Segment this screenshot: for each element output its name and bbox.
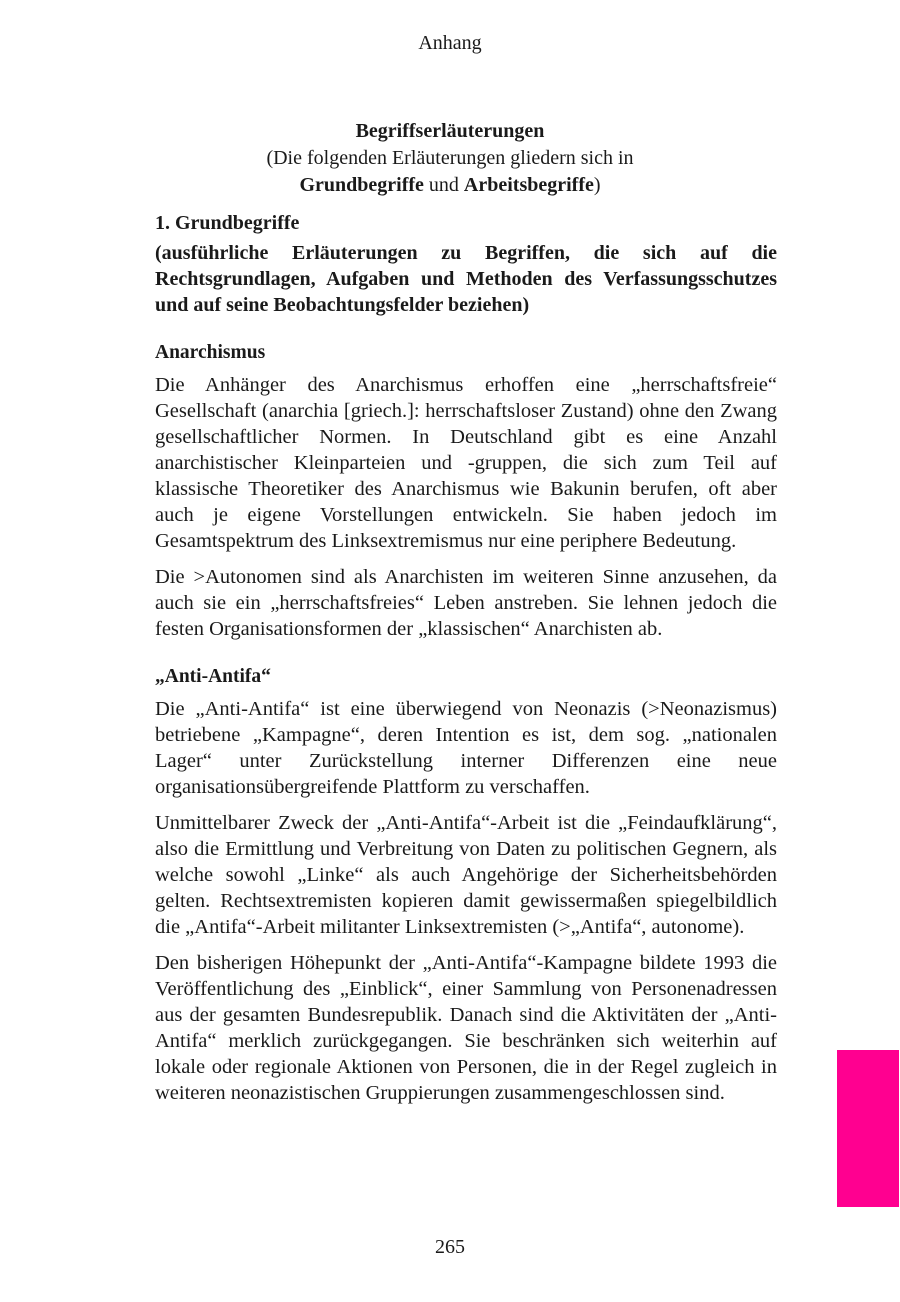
main-content [155,210,777,1116]
page-number: 265 [435,1236,465,1258]
entry-anarchismus [155,340,777,642]
section-subtitle: (ausführliche Erläuterungen zu Begriffen, die sich auf die Rechtsgrundlagen, Aufgaben und Methoden des Verfassungsschutzes und auf seine Beobachtungsfelder beziehen) [155,242,777,316]
paragraph: Die Anhänger des Anarchismus erhoffen eine „herrschaftsfreie“ Gesellschaft (anarchia [griech.]: herrschaftsloser Zustand) ohne den Zwang gesellschaftlicher Normen. In Deutschland gibt es eine Anzahl anarchistischer Kleinparteien und -gruppen, die sich zum Teil auf klassische Theoretiker des Anarchismus wie Bakunin berufen, oft aber auch je eigene Vorstellungen entwickeln. Sie haben jedoch im Gesamtspektrum des Linksextremismus nur eine periphere Bedeutung. [155,374,777,552]
paragraph: Die „Anti-Antifa“ ist eine überwiegend von Neonazis (>Neonazismus) betriebene „Kampagne“, deren Intention es ist, dem sog. „nationalen Lager“ unter Zurückstellung interner Differenzen eine neue organisationsübergreifende Plattform zu verschaffen. [155,698,777,798]
title-line-2: (Die folgenden Erläuterungen gliedern sich in [266,147,634,169]
entry-term: Anarchismus [155,342,266,363]
paragraph: Unmittelbarer Zweck der „Anti-Antifa“-Arbeit ist die „Feindaufklärung“, also die Ermittlung und Verbreitung von Daten zu politischen Gegnern, als welche sowohl „Linke“ als auch Angehörige der Sicherheitsbehörden gelten. Rechtsextremisten kopieren damit gewissermaßen spiegelbildlich die „Antifa“-Arbeit militanter Linksextremisten (>„Antifa“, autonome). [155,812,777,938]
entry-anti-antifa [155,664,777,1106]
paragraph: Die >Autonomen sind als Anarchisten im weiteren Sinne anzusehen, da auch sie ein „herrschaftsfreies“ Leben anstreben. Sie lehnen jedoch die festen Organisationsformen der „klassischen“ Anarchisten ab. [155,566,777,640]
title-arbeitsbegriffe: Arbeitsbegriffe [463,174,594,196]
section-marker-tab [837,1050,899,1207]
paragraph: Den bisherigen Höhepunkt der „Anti-Antifa“-Kampagne bildete 1993 die Veröffentlichung des „Einblick“, einer Sammlung von Personenadressen aus der gesamten Bundesrepublik. Danach sind die Aktivitäten der „Anti-Antifa“ merklich zurückgegangen. Sie beschränken sich weiterhin auf lokale oder regionale Aktionen von Personen, die in der Regel zugleich in weiteren neonazistischen Gruppierungen zusammengeschlossen sind. [155,952,777,1104]
page-title: Begriffserläuterungen [355,120,545,142]
title-line-3 [120,172,780,199]
section-heading: 1. Grundbegriffe [155,212,300,234]
title-und: und [423,174,464,196]
running-head: Anhang [418,32,482,54]
entry-term: „Anti-Antifa“ [155,666,271,687]
title-grundbegriffe: Grundbegriffe [299,174,424,196]
title-block [120,118,780,199]
title-close-paren: ) [593,174,601,196]
